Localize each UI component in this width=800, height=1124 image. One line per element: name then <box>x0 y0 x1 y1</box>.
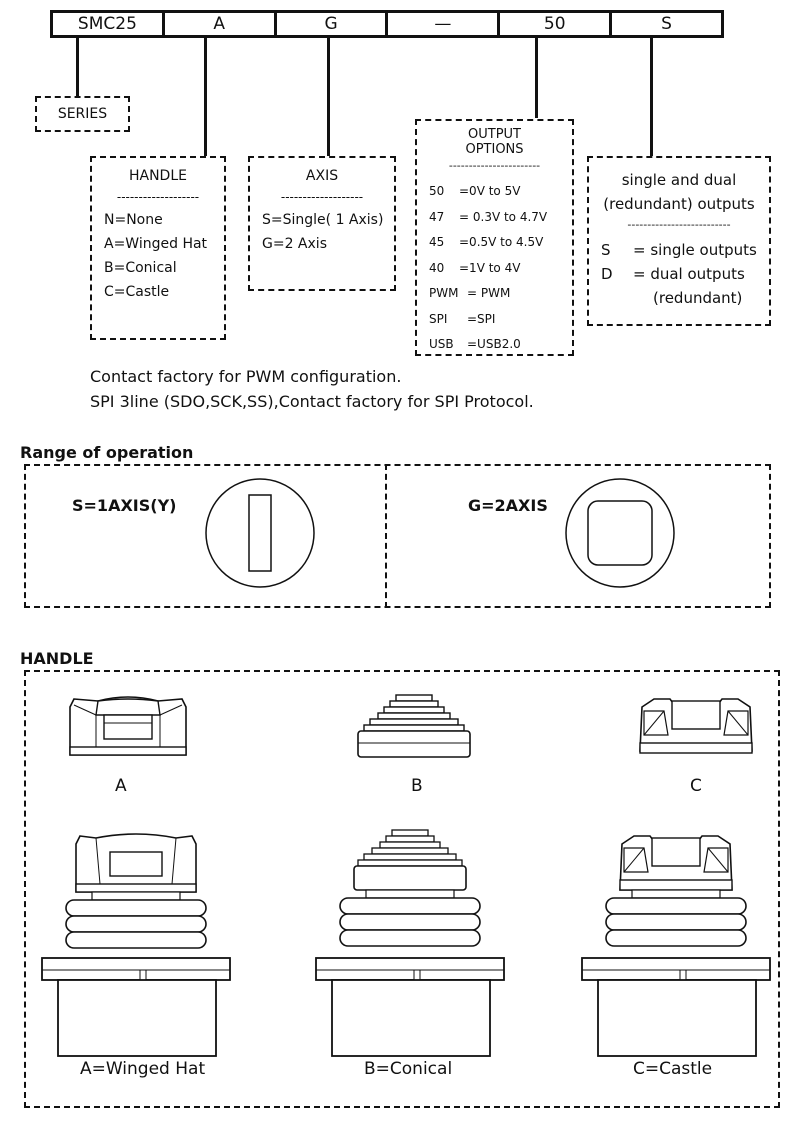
axis-box-title: AXIS <box>305 168 339 184</box>
range-title: Range of operation <box>20 443 194 462</box>
output-option-code: 50 <box>429 184 445 198</box>
outputs-type-item <box>601 238 769 262</box>
axis-option: S=Single( 1 Axis) <box>262 212 384 228</box>
outputs-type-title-2: (redundant) outputs <box>603 195 755 213</box>
series-label: SERIES <box>57 106 108 122</box>
handle-option: A=Winged Hat <box>104 236 208 252</box>
output-option-desc: = 0.3V to 4.7V <box>459 209 548 224</box>
handle-box-separator: ------------------- <box>116 190 200 204</box>
code-axis: G <box>277 13 389 35</box>
handle-option: C=Castle <box>104 284 170 300</box>
note-pwm: Contact factory for PWM configuration. <box>90 367 402 386</box>
handle-small-label-c: C <box>690 776 702 796</box>
output-option-code: PWM <box>429 286 459 300</box>
output-option-code: USB <box>429 337 454 351</box>
output-options-box <box>415 119 574 356</box>
handle-box-title: HANDLE <box>128 168 187 184</box>
handle-large-label-b: B=Conical <box>364 1059 453 1079</box>
handle-large-label-a: A=Winged Hat <box>80 1059 206 1079</box>
output-option-code: 40 <box>429 260 445 275</box>
range-1axis-icon <box>204 477 316 589</box>
handle-section-title: HANDLE <box>20 649 94 668</box>
handle-small-label-b: B <box>411 776 423 796</box>
conical-handle-icon <box>354 693 474 765</box>
series-box <box>35 96 130 132</box>
output-option-code: 47 <box>429 209 445 224</box>
output-option-desc: =USB2.0 <box>467 337 521 351</box>
outputs-type-note: (redundant) <box>653 289 743 307</box>
note-spi: SPI 3line (SDO,SCK,SS),Contact factory for SPI Protocol. <box>90 392 534 411</box>
connector-series <box>76 38 79 96</box>
connector-handle <box>204 38 207 156</box>
code-output: 50 <box>500 13 612 35</box>
handle-option: N=None <box>104 212 163 228</box>
range-2axis-icon <box>564 477 676 589</box>
handle-option: B=Conical <box>104 260 177 276</box>
outputs-type-item <box>601 262 769 286</box>
output-option-desc: =0.5V to 4.5V <box>459 235 544 249</box>
joystick-conical-icon <box>314 828 506 1058</box>
code-handle: A <box>165 13 277 35</box>
output-option <box>429 179 572 205</box>
outputs-type-code: S <box>601 241 611 259</box>
output-options-list <box>429 179 572 358</box>
code-outputs-type: S <box>661 14 672 34</box>
connector-outputs-type <box>650 38 653 156</box>
output-options-title-1: OUTPUT <box>468 127 521 142</box>
output-option-desc: =SPI <box>467 311 496 326</box>
outputs-type-box <box>587 156 771 326</box>
axis-option: G=2 Axis <box>262 236 327 252</box>
part-number-bar <box>50 10 724 38</box>
range-divider <box>385 464 387 608</box>
axis-box <box>248 156 396 291</box>
output-option <box>429 281 572 307</box>
code-dash: — <box>388 13 500 35</box>
winged-hat-handle-icon <box>68 693 188 765</box>
handle-box <box>90 156 226 340</box>
output-option-desc: =0V to 5V <box>459 184 521 198</box>
output-option <box>429 256 572 282</box>
axis-box-separator: ------------------- <box>280 190 364 204</box>
output-option-desc: =1V to 4V <box>459 260 521 275</box>
output-option <box>429 307 572 333</box>
output-option <box>429 332 572 358</box>
connector-axis <box>327 38 330 156</box>
output-options-title-2: OPTIONS <box>465 142 524 157</box>
connector-output <box>535 38 538 118</box>
output-option-desc: = PWM <box>467 286 511 300</box>
outputs-type-list <box>601 238 769 310</box>
joystick-winged-hat-icon <box>40 828 232 1058</box>
output-options-separator: ----------------------- <box>448 159 541 172</box>
castle-handle-icon <box>636 693 756 765</box>
output-option <box>429 230 572 256</box>
outputs-type-title-1: single and dual <box>621 171 737 189</box>
outputs-type-code: D <box>601 265 613 283</box>
handle-large-label-c: C=Castle <box>633 1059 713 1079</box>
joystick-castle-icon <box>580 828 772 1058</box>
output-option <box>429 205 572 231</box>
output-option-code: 45 <box>429 235 445 249</box>
output-option-code: SPI <box>429 311 448 326</box>
handle-small-label-a: A <box>115 776 127 796</box>
code-series: SMC25 <box>53 13 165 35</box>
range-left-label: S=1AXIS(Y) <box>72 496 177 515</box>
outputs-type-desc: = dual outputs <box>633 265 745 283</box>
outputs-type-desc: = single outputs <box>633 241 757 259</box>
range-right-label: G=2AXIS <box>468 496 548 515</box>
outputs-type-separator: -------------------------- <box>627 218 731 231</box>
